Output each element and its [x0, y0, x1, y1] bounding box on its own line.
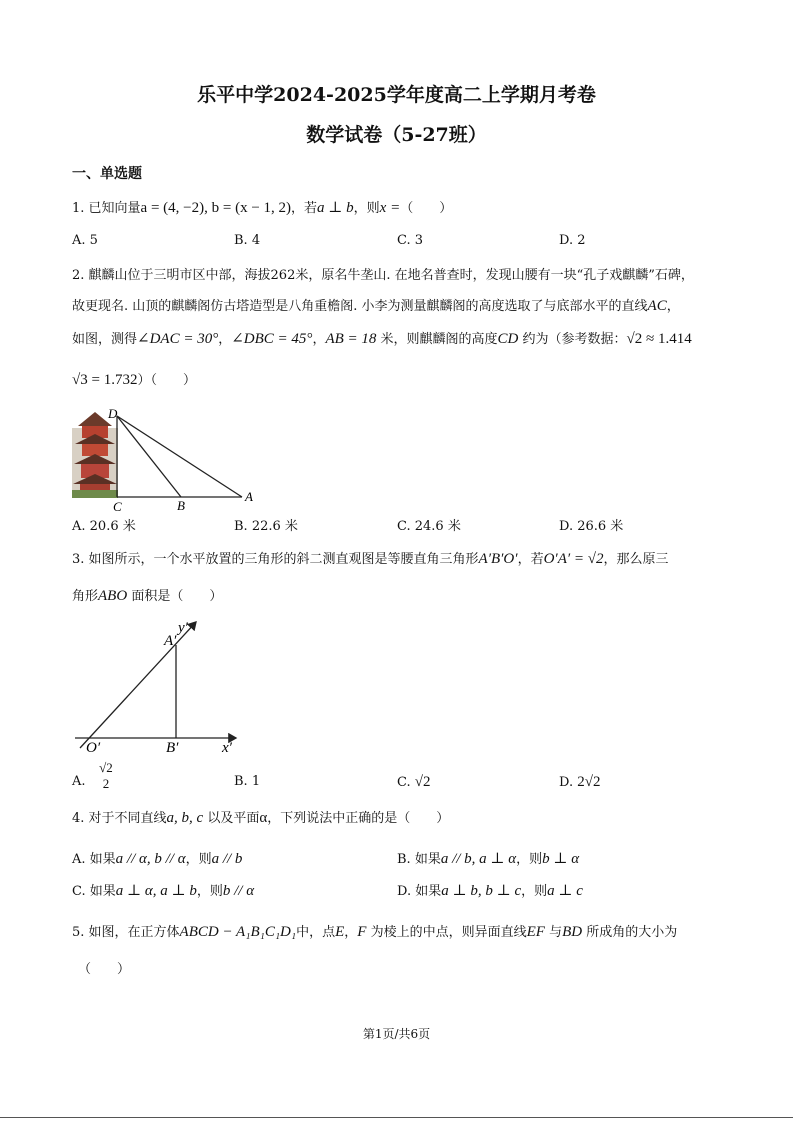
q1-option-d[interactable]: D. 2: [559, 233, 586, 248]
q4-option-c[interactable]: C. 如果a ⊥ α, a ⊥ b，则b // α: [72, 883, 255, 899]
q1-option-a[interactable]: A. 5: [72, 233, 98, 248]
q2-option-a[interactable]: A. 20.6 米: [72, 519, 136, 534]
exam-title: 乐平中学2024-2025学年度高二上学期月考卷: [197, 84, 596, 106]
q2-option-c[interactable]: C. 24.6 米: [397, 519, 461, 534]
q3-option-b[interactable]: B. 1: [234, 774, 261, 789]
q4-stem: 4. 对于不同直线a, b, c 以及平面α，下列说法中正确的是（ ）: [72, 810, 450, 826]
q4-option-d[interactable]: D. 如果a ⊥ b, b ⊥ c，则a ⊥ c: [397, 883, 583, 899]
vector-definition: a = (4, −2), b = (x − 1, 2): [140, 200, 292, 216]
label-a: A: [245, 489, 253, 504]
q2-option-d[interactable]: D. 26.6 米: [559, 519, 624, 534]
perpendicular-condition: a ⊥ b: [317, 200, 354, 216]
q2-line-2: 故更现名. 山顶的麒麟阁仿古塔造型是八角重檐阁. 小李为测量麒麟阁的高度选取了与底部水平的直线AC，: [72, 298, 680, 314]
label-d: D: [108, 406, 118, 421]
q2-line-3: 如图，测得∠DAC = 30°，∠DBC = 45°，AB = 18 米，则麒麟阁的高度CD 约为（参考数据：√2 ≈ 1.414: [72, 331, 692, 347]
bottom-divider: [0, 1117, 793, 1118]
q2-figure: [70, 404, 260, 514]
q2-line-1: 2. 麒麟山位于三明市区中部，海拔262米，原名牛垄山. 在地名普查时，发现山腰有一块“孔子戏麒麟”石碑，: [72, 268, 694, 283]
q3-figure: [70, 612, 250, 758]
q1-option-b[interactable]: B. 4: [234, 233, 261, 248]
q4-option-b[interactable]: B. 如果a // b, a ⊥ α，则b ⊥ α: [397, 851, 580, 867]
label-x-prime: x′: [222, 740, 232, 756]
page-number: 第1页/共6页: [362, 1027, 431, 1041]
q3-option-a[interactable]: A.: [72, 774, 86, 789]
label-c: C: [113, 499, 122, 514]
section-heading: 一、单选题: [72, 166, 142, 182]
q3-option-c[interactable]: C. √2: [397, 774, 431, 790]
label-b-prime: B′: [166, 740, 179, 756]
q2-option-b[interactable]: B. 22.6 米: [234, 519, 298, 534]
label-o-prime: O′: [86, 740, 101, 756]
q2-line-4: √3 = 1.732）（ ）: [72, 372, 196, 388]
label-a-prime: A′: [164, 633, 177, 649]
q3-option-a-fraction: √2 2: [99, 760, 113, 791]
q5-line-1: 5. 如图，在正方体ABCD − A₁B₁C₁D₁中，点E，F 为棱上的中点，则异面直线EF 与BD 所成角的大小为: [72, 924, 678, 940]
q4-option-a[interactable]: A. 如果a // α, b // α，则a // b: [72, 851, 243, 867]
q3-option-d[interactable]: D. 2√2: [559, 774, 601, 790]
pavilion-photo: [72, 412, 118, 498]
label-b: B: [177, 498, 185, 513]
q1-option-c[interactable]: C. 3: [397, 233, 424, 248]
q3-line-1: 3. 如图所示，一个水平放置的三角形的斜二测直观图是等腰直角三角形A′B′O′，若O′A′ = √2，那么原三: [72, 551, 669, 567]
q3-line-2: 角形ABO 面积是（ ）: [72, 588, 223, 604]
question-1: 1. 已知向量a = (4, −2), b = (x − 1, 2)，若a ⊥ b，则x =（ ）: [72, 200, 453, 216]
exam-subtitle: 数学试卷（5-27班）: [306, 124, 487, 146]
label-y-prime: y′: [178, 620, 188, 636]
q5-line-2: （ ）: [78, 962, 131, 977]
